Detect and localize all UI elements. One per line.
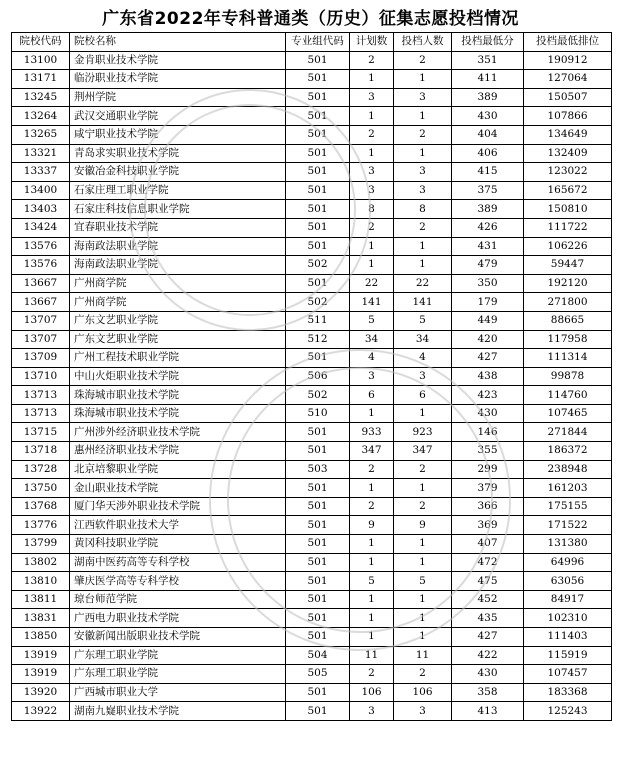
cell-group-code: 506 — [286, 367, 350, 386]
table-row — [12, 293, 612, 312]
table-row — [12, 572, 612, 591]
cell-school-code: 13707 — [12, 311, 70, 330]
table-row — [12, 497, 612, 516]
cell-admitted-count: 3 — [394, 163, 452, 182]
cell-school-code: 13750 — [12, 479, 70, 498]
cell-group-code: 502 — [286, 256, 350, 275]
cell-min-score: 350 — [452, 274, 524, 293]
cell-plan-count: 141 — [350, 293, 394, 312]
cell-admitted-count: 6 — [394, 386, 452, 405]
cell-min-score: 431 — [452, 237, 524, 256]
cell-group-code: 501 — [286, 107, 350, 126]
cell-school-code: 13337 — [12, 163, 70, 182]
cell-plan-count: 1 — [350, 144, 394, 163]
cell-min-rank: 123022 — [524, 163, 612, 182]
cell-group-code: 501 — [286, 572, 350, 591]
table-row — [12, 107, 612, 126]
cell-group-code: 501 — [286, 553, 350, 572]
cell-min-score: 404 — [452, 125, 524, 144]
cell-school-code: 13264 — [12, 107, 70, 126]
cell-school-code: 13713 — [12, 404, 70, 423]
table-row — [12, 628, 612, 647]
table-row — [12, 683, 612, 702]
cell-school-code: 13265 — [12, 125, 70, 144]
cell-min-score: 423 — [452, 386, 524, 405]
cell-min-rank: 63056 — [524, 572, 612, 591]
cell-admitted-count: 347 — [394, 442, 452, 461]
header-min-rank: 投档最低排位 — [524, 33, 612, 52]
cell-min-rank: 111722 — [524, 218, 612, 237]
cell-group-code: 505 — [286, 665, 350, 684]
cell-admitted-count: 1 — [394, 70, 452, 89]
cell-school-name: 金肯职业技术学院 — [70, 51, 286, 70]
cell-plan-count: 1 — [350, 237, 394, 256]
cell-group-code: 512 — [286, 330, 350, 349]
table-row — [12, 237, 612, 256]
cell-admitted-count: 1 — [394, 404, 452, 423]
cell-group-code: 501 — [286, 218, 350, 237]
header-min-score: 投档最低分 — [452, 33, 524, 52]
cell-group-code: 501 — [286, 200, 350, 219]
cell-min-score: 435 — [452, 609, 524, 628]
cell-min-rank: 125243 — [524, 702, 612, 721]
cell-admitted-count: 8 — [394, 200, 452, 219]
cell-group-code: 501 — [286, 349, 350, 368]
cell-school-name: 惠州经济职业技术学院 — [70, 442, 286, 461]
cell-plan-count: 347 — [350, 442, 394, 461]
cell-school-name: 荆州学院 — [70, 88, 286, 107]
cell-school-code: 13707 — [12, 330, 70, 349]
cell-school-name: 广州商学院 — [70, 274, 286, 293]
cell-plan-count: 11 — [350, 646, 394, 665]
cell-min-rank: 59447 — [524, 256, 612, 275]
table-row — [12, 646, 612, 665]
header-plan-count: 计划数 — [350, 33, 394, 52]
cell-plan-count: 1 — [350, 107, 394, 126]
cell-min-score: 427 — [452, 349, 524, 368]
cell-min-score: 407 — [452, 535, 524, 554]
cell-group-code: 501 — [286, 590, 350, 609]
cell-admitted-count: 2 — [394, 460, 452, 479]
cell-min-rank: 165672 — [524, 181, 612, 200]
cell-group-code: 501 — [286, 237, 350, 256]
header-row — [12, 33, 612, 52]
table-row — [12, 163, 612, 182]
table-row — [12, 51, 612, 70]
cell-group-code: 501 — [286, 609, 350, 628]
cell-min-rank: 117958 — [524, 330, 612, 349]
cell-min-score: 479 — [452, 256, 524, 275]
cell-school-code: 13576 — [12, 237, 70, 256]
cell-school-code: 13919 — [12, 665, 70, 684]
cell-school-name: 珠海城市职业技术学院 — [70, 386, 286, 405]
cell-school-name: 广西城市职业大学 — [70, 683, 286, 702]
cell-plan-count: 2 — [350, 460, 394, 479]
cell-school-name: 广州商学院 — [70, 293, 286, 312]
cell-school-code: 13713 — [12, 386, 70, 405]
header-admitted-count: 投档人数 — [394, 33, 452, 52]
cell-min-score: 430 — [452, 107, 524, 126]
cell-plan-count: 1 — [350, 553, 394, 572]
cell-school-code: 13715 — [12, 423, 70, 442]
cell-admitted-count: 1 — [394, 609, 452, 628]
cell-min-rank: 107457 — [524, 665, 612, 684]
cell-min-rank: 271800 — [524, 293, 612, 312]
header-school-code: 院校代码 — [12, 33, 70, 52]
cell-school-code: 13919 — [12, 646, 70, 665]
table-row — [12, 200, 612, 219]
cell-group-code: 501 — [286, 51, 350, 70]
table-row — [12, 330, 612, 349]
cell-admitted-count: 141 — [394, 293, 452, 312]
cell-school-name: 武汉交通职业学院 — [70, 107, 286, 126]
cell-school-code: 13922 — [12, 702, 70, 721]
cell-group-code: 511 — [286, 311, 350, 330]
admission-table — [11, 32, 612, 721]
cell-min-rank: 171522 — [524, 516, 612, 535]
cell-min-rank: 84917 — [524, 590, 612, 609]
cell-plan-count: 933 — [350, 423, 394, 442]
cell-min-rank: 102310 — [524, 609, 612, 628]
cell-school-name: 石家庄科技信息职业学院 — [70, 200, 286, 219]
cell-min-rank: 186372 — [524, 442, 612, 461]
cell-school-code: 13245 — [12, 88, 70, 107]
cell-admitted-count: 1 — [394, 535, 452, 554]
table-row — [12, 442, 612, 461]
table-row — [12, 125, 612, 144]
cell-school-code: 13403 — [12, 200, 70, 219]
cell-admitted-count: 3 — [394, 702, 452, 721]
cell-plan-count: 1 — [350, 535, 394, 554]
cell-school-name: 广州工程技术职业学院 — [70, 349, 286, 368]
table-row — [12, 311, 612, 330]
cell-school-name: 中山火炬职业技术学院 — [70, 367, 286, 386]
table-row — [12, 88, 612, 107]
cell-school-name: 北京培黎职业学院 — [70, 460, 286, 479]
cell-school-code: 13811 — [12, 590, 70, 609]
cell-school-name: 海南政法职业学院 — [70, 237, 286, 256]
cell-min-rank: 132409 — [524, 144, 612, 163]
page-title: 广东省2022年专科普通类（历史）征集志愿投档情况 — [102, 9, 519, 29]
cell-admitted-count: 1 — [394, 256, 452, 275]
cell-group-code: 501 — [286, 181, 350, 200]
table-row — [12, 665, 612, 684]
cell-plan-count: 34 — [350, 330, 394, 349]
cell-school-name: 广西电力职业技术学院 — [70, 609, 286, 628]
cell-min-rank: 99878 — [524, 367, 612, 386]
cell-min-score: 146 — [452, 423, 524, 442]
cell-min-rank: 183368 — [524, 683, 612, 702]
cell-school-code: 13321 — [12, 144, 70, 163]
cell-min-rank: 150507 — [524, 88, 612, 107]
cell-school-name: 厦门华天涉外职业技术学院 — [70, 497, 286, 516]
cell-min-rank: 107465 — [524, 404, 612, 423]
cell-min-rank: 192120 — [524, 274, 612, 293]
cell-min-score: 389 — [452, 200, 524, 219]
cell-admitted-count: 2 — [394, 497, 452, 516]
cell-min-rank: 88665 — [524, 311, 612, 330]
cell-school-name: 肇庆医学高等专科学校 — [70, 572, 286, 591]
table-row — [12, 590, 612, 609]
cell-min-score: 379 — [452, 479, 524, 498]
cell-admitted-count: 5 — [394, 311, 452, 330]
table-row — [12, 349, 612, 368]
cell-min-rank: 114760 — [524, 386, 612, 405]
cell-min-score: 452 — [452, 590, 524, 609]
cell-school-code: 13802 — [12, 553, 70, 572]
table-row — [12, 144, 612, 163]
cell-min-rank: 127064 — [524, 70, 612, 89]
cell-school-code: 13667 — [12, 293, 70, 312]
cell-plan-count: 2 — [350, 125, 394, 144]
cell-group-code: 501 — [286, 144, 350, 163]
cell-plan-count: 3 — [350, 367, 394, 386]
cell-min-score: 406 — [452, 144, 524, 163]
cell-plan-count: 1 — [350, 404, 394, 423]
cell-school-code: 13831 — [12, 609, 70, 628]
cell-school-name: 珠海城市职业技术学院 — [70, 404, 286, 423]
table-row — [12, 479, 612, 498]
cell-group-code: 501 — [286, 702, 350, 721]
cell-admitted-count: 2 — [394, 665, 452, 684]
cell-school-name: 广东理工职业学院 — [70, 665, 286, 684]
cell-plan-count: 2 — [350, 218, 394, 237]
cell-school-name: 临汾职业技术学院 — [70, 70, 286, 89]
cell-admitted-count: 3 — [394, 367, 452, 386]
cell-school-code: 13768 — [12, 497, 70, 516]
cell-min-score: 299 — [452, 460, 524, 479]
cell-group-code: 501 — [286, 628, 350, 647]
cell-min-score: 411 — [452, 70, 524, 89]
table-row — [12, 404, 612, 423]
cell-plan-count: 1 — [350, 70, 394, 89]
cell-min-score: 375 — [452, 181, 524, 200]
cell-admitted-count: 2 — [394, 125, 452, 144]
cell-admitted-count: 3 — [394, 181, 452, 200]
table-row — [12, 609, 612, 628]
cell-min-score: 179 — [452, 293, 524, 312]
cell-school-name: 湖南中医药高等专科学校 — [70, 553, 286, 572]
table-row — [12, 423, 612, 442]
cell-min-score: 422 — [452, 646, 524, 665]
cell-admitted-count: 2 — [394, 51, 452, 70]
cell-plan-count: 1 — [350, 609, 394, 628]
cell-school-code: 13667 — [12, 274, 70, 293]
cell-plan-count: 5 — [350, 311, 394, 330]
table-row — [12, 367, 612, 386]
cell-school-name: 湖南九嶷职业技术学院 — [70, 702, 286, 721]
cell-admitted-count: 1 — [394, 237, 452, 256]
cell-group-code: 502 — [286, 386, 350, 405]
cell-school-name: 江西软件职业技术大学 — [70, 516, 286, 535]
cell-min-rank: 64996 — [524, 553, 612, 572]
cell-school-code: 13728 — [12, 460, 70, 479]
cell-admitted-count: 11 — [394, 646, 452, 665]
cell-group-code: 501 — [286, 70, 350, 89]
cell-min-score: 413 — [452, 702, 524, 721]
table-row — [12, 702, 612, 721]
cell-group-code: 501 — [286, 497, 350, 516]
cell-min-score: 358 — [452, 683, 524, 702]
cell-school-name: 安徽新闻出版职业技术学院 — [70, 628, 286, 647]
cell-min-score: 426 — [452, 218, 524, 237]
cell-school-code: 13100 — [12, 51, 70, 70]
cell-min-score: 369 — [452, 516, 524, 535]
table-row — [12, 386, 612, 405]
cell-min-rank: 175155 — [524, 497, 612, 516]
cell-min-score: 438 — [452, 367, 524, 386]
cell-admitted-count: 5 — [394, 572, 452, 591]
cell-min-score: 366 — [452, 497, 524, 516]
cell-plan-count: 6 — [350, 386, 394, 405]
cell-plan-count: 9 — [350, 516, 394, 535]
cell-min-rank: 106226 — [524, 237, 612, 256]
cell-group-code: 501 — [286, 163, 350, 182]
cell-school-name: 青岛求实职业技术学院 — [70, 144, 286, 163]
cell-school-code: 13850 — [12, 628, 70, 647]
cell-group-code: 503 — [286, 460, 350, 479]
cell-admitted-count: 9 — [394, 516, 452, 535]
cell-school-name: 金山职业技术学院 — [70, 479, 286, 498]
cell-admitted-count: 1 — [394, 144, 452, 163]
cell-min-rank: 238948 — [524, 460, 612, 479]
cell-group-code: 501 — [286, 479, 350, 498]
cell-min-rank: 111314 — [524, 349, 612, 368]
table-row — [12, 256, 612, 275]
cell-group-code: 501 — [286, 683, 350, 702]
table-row — [12, 516, 612, 535]
cell-school-name: 黄冈科技职业学院 — [70, 535, 286, 554]
table-row — [12, 70, 612, 89]
cell-admitted-count: 1 — [394, 628, 452, 647]
cell-admitted-count: 2 — [394, 218, 452, 237]
cell-min-rank: 150810 — [524, 200, 612, 219]
cell-min-score: 430 — [452, 665, 524, 684]
cell-plan-count: 2 — [350, 497, 394, 516]
cell-school-name: 广州涉外经济职业技术学院 — [70, 423, 286, 442]
header-school-name: 院校名称 — [70, 33, 286, 52]
cell-group-code: 502 — [286, 293, 350, 312]
cell-group-code: 504 — [286, 646, 350, 665]
table-body — [12, 51, 612, 720]
cell-min-score: 389 — [452, 88, 524, 107]
cell-admitted-count: 1 — [394, 107, 452, 126]
cell-group-code: 501 — [286, 516, 350, 535]
cell-min-rank: 131380 — [524, 535, 612, 554]
cell-school-name: 石家庄理工职业学院 — [70, 181, 286, 200]
cell-group-code: 501 — [286, 125, 350, 144]
cell-min-score: 351 — [452, 51, 524, 70]
cell-admitted-count: 1 — [394, 590, 452, 609]
cell-admitted-count: 1 — [394, 553, 452, 572]
cell-min-rank: 107866 — [524, 107, 612, 126]
cell-plan-count: 3 — [350, 163, 394, 182]
cell-school-code: 13400 — [12, 181, 70, 200]
cell-school-name: 安徽冶金科技职业学院 — [70, 163, 286, 182]
cell-school-code: 13424 — [12, 218, 70, 237]
table-row — [12, 535, 612, 554]
cell-group-code: 501 — [286, 88, 350, 107]
cell-plan-count: 3 — [350, 702, 394, 721]
cell-plan-count: 3 — [350, 181, 394, 200]
cell-group-code: 501 — [286, 274, 350, 293]
cell-school-name: 宜春职业技术学院 — [70, 218, 286, 237]
cell-school-code: 13776 — [12, 516, 70, 535]
cell-plan-count: 1 — [350, 256, 394, 275]
table-row — [12, 181, 612, 200]
cell-school-name: 琼台师范学院 — [70, 590, 286, 609]
cell-school-code: 13920 — [12, 683, 70, 702]
cell-school-code: 13718 — [12, 442, 70, 461]
cell-admitted-count: 106 — [394, 683, 452, 702]
cell-plan-count: 106 — [350, 683, 394, 702]
cell-plan-count: 8 — [350, 200, 394, 219]
cell-school-name: 咸宁职业技术学院 — [70, 125, 286, 144]
cell-min-score: 472 — [452, 553, 524, 572]
header-group-code: 专业组代码 — [286, 33, 350, 52]
cell-plan-count: 22 — [350, 274, 394, 293]
cell-school-code: 13810 — [12, 572, 70, 591]
cell-plan-count: 1 — [350, 628, 394, 647]
cell-min-rank: 161203 — [524, 479, 612, 498]
cell-min-score: 420 — [452, 330, 524, 349]
cell-min-score: 475 — [452, 572, 524, 591]
cell-admitted-count: 1 — [394, 479, 452, 498]
cell-school-name: 海南政法职业学院 — [70, 256, 286, 275]
cell-min-score: 427 — [452, 628, 524, 647]
cell-min-score: 355 — [452, 442, 524, 461]
cell-school-name: 广东文艺职业学院 — [70, 330, 286, 349]
cell-school-name: 广东文艺职业学院 — [70, 311, 286, 330]
cell-school-code: 13710 — [12, 367, 70, 386]
cell-min-rank: 271844 — [524, 423, 612, 442]
cell-group-code: 501 — [286, 535, 350, 554]
cell-min-rank: 115919 — [524, 646, 612, 665]
cell-min-rank: 111403 — [524, 628, 612, 647]
cell-admitted-count: 22 — [394, 274, 452, 293]
cell-plan-count: 3 — [350, 88, 394, 107]
cell-min-rank: 134649 — [524, 125, 612, 144]
cell-school-code: 13799 — [12, 535, 70, 554]
cell-min-score: 415 — [452, 163, 524, 182]
cell-school-code: 13171 — [12, 70, 70, 89]
cell-admitted-count: 923 — [394, 423, 452, 442]
cell-min-score: 430 — [452, 404, 524, 423]
cell-school-code: 13576 — [12, 256, 70, 275]
cell-plan-count: 2 — [350, 51, 394, 70]
cell-school-name: 广东理工职业学院 — [70, 646, 286, 665]
cell-admitted-count: 3 — [394, 88, 452, 107]
cell-school-code: 13709 — [12, 349, 70, 368]
cell-plan-count: 2 — [350, 665, 394, 684]
cell-plan-count: 5 — [350, 572, 394, 591]
cell-min-rank: 190912 — [524, 51, 612, 70]
cell-admitted-count: 4 — [394, 349, 452, 368]
table-row — [12, 460, 612, 479]
cell-plan-count: 1 — [350, 479, 394, 498]
table-row — [12, 553, 612, 572]
cell-plan-count: 4 — [350, 349, 394, 368]
table-row — [12, 274, 612, 293]
cell-group-code: 510 — [286, 404, 350, 423]
cell-plan-count: 1 — [350, 590, 394, 609]
cell-admitted-count: 34 — [394, 330, 452, 349]
cell-group-code: 501 — [286, 442, 350, 461]
cell-min-score: 449 — [452, 311, 524, 330]
table-row — [12, 218, 612, 237]
cell-group-code: 501 — [286, 423, 350, 442]
